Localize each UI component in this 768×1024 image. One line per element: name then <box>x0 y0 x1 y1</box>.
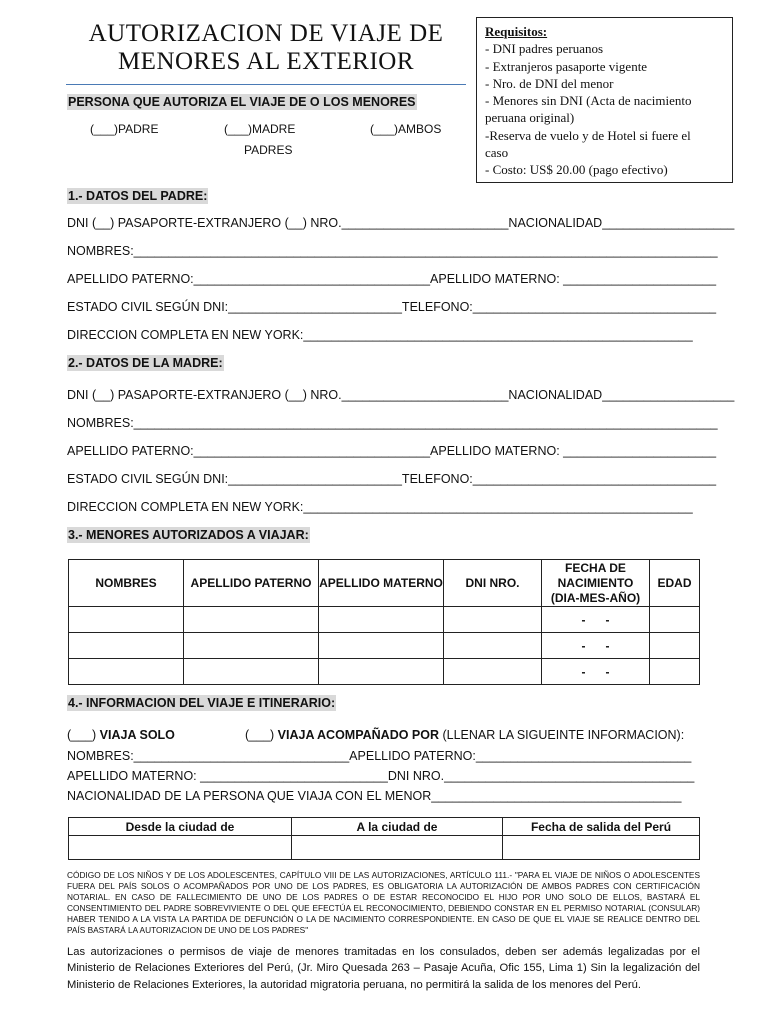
companion-names-field[interactable]: NOMBRES:_______________________________APELLIDO PATERNO:_______________________________ <box>67 749 692 763</box>
option-father[interactable]: (___)PADRE <box>90 122 159 136</box>
cell-input[interactable] <box>184 659 319 685</box>
travels-accompanied-check[interactable]: (___) <box>245 728 278 742</box>
mother-names-field[interactable]: NOMBRES:____________________________________________________________________________________ <box>67 416 718 430</box>
col-desde: Desde la ciudad de <box>69 818 292 836</box>
minors-table-header <box>69 560 700 607</box>
requirements-title: Requisitos: <box>485 24 548 39</box>
father-civil-phone-field[interactable]: ESTADO CIVIL SEGÚN DNI:_________________________TELEFONO:___________________________________ <box>67 300 717 314</box>
companion-nationality-field[interactable]: NACIONALIDAD DE LA PERSONA QUE VIAJA CON EL MENOR____________________________________ <box>67 789 682 803</box>
travels-alone-option[interactable] <box>67 728 175 742</box>
form-title <box>66 20 466 76</box>
requirement-item: - DNI padres peruanos <box>485 41 604 57</box>
cell-input[interactable] <box>69 659 184 685</box>
requirement-item: - Menores sin DNI (Acta de nacimiento peruana original) <box>485 93 692 126</box>
cell-input[interactable] <box>319 633 444 659</box>
requirement-item: - Nro. de DNI del menor <box>485 75 614 91</box>
travels-accompanied-label: VIAJA ACOMPAÑADO POR <box>277 728 440 742</box>
legal-text: CÓDIGO DE LOS NIÑOS Y DE LOS ADOLESCENTES, CAPÍTULO VIII DE LAS AUTORIZACIONES, ARTÍCULO 111.- "PARA EL VIAJE DE NIÑOS O ADOLESCENTES FUERA DEL PAÍS SOLOS O ACOMPAÑADOS POR UNO DE LOS PADRES, ES OBLIGATORIA LA AUTORIZACIÓN DE AMBOS PADRES CON CERTIFICACIÓN NOTARIAL. EN CASO DE FALLECIMIENTO DE UNO DE LOS PADRES O DE ESTAR RECONOCIDO EL HIJO POR UNO SOLO DE ELLOS, BASTARÁ EL CONSENTIMIENTO DEL PADRE SOBREVIVIENTE O DEL QUE EFECTÚA EL RECONOCIMIENTO, DEBIENDO CONSTAR EN EL PERMISO NOTARIAL (CONSULAR) HABER TENIDO A LA VISTA LA PARTIDA DE DEFUNCIÓN O LA DE NACIMIENTO CORRESPONDIENTE. EN CASO DE QUE EL VIAJE SE REALICE DENTRO DEL PAÍS BASTARÁ LA AUTORIZACION DE UNO DE LOS PADRES" <box>67 870 700 936</box>
cell-input[interactable] <box>184 633 319 659</box>
option-both[interactable]: (___)AMBOS <box>370 122 442 136</box>
col-apellido-materno: APELLIDO MATERNO <box>319 560 444 607</box>
cell-input[interactable] <box>650 633 700 659</box>
requirement-item: - Costo: US$ 20.00 (pago efectivo) <box>485 162 668 178</box>
father-address-field[interactable]: DIRECCION COMPLETA EN NEW YORK:________________________________________________________ <box>67 328 693 342</box>
option-mother[interactable]: (___)MADRE <box>224 122 296 136</box>
title-line-2: MENORES AL EXTERIOR <box>117 48 415 75</box>
cell-input[interactable] <box>69 836 292 860</box>
cell-input[interactable] <box>319 659 444 685</box>
cell-input[interactable] <box>184 607 319 633</box>
requirement-item: -Reserva de vuelo y de Hotel si fuere el caso <box>485 127 691 161</box>
table-row <box>69 633 700 659</box>
travels-accompanied-note: (LLENAR LA SIGUEINTE INFORMACION): <box>439 728 685 742</box>
cell-input[interactable] <box>69 633 184 659</box>
father-names-field[interactable]: NOMBRES:____________________________________________________________________________________ <box>67 244 718 258</box>
col-fecha-line-3: (DIA-MES-AÑO) <box>550 590 641 605</box>
cell-input[interactable] <box>444 659 542 685</box>
cell-input[interactable] <box>319 607 444 633</box>
col-fecha-salida: Fecha de salida del Perú <box>503 818 700 836</box>
date-cell[interactable]: - - <box>542 633 650 659</box>
authorizer-heading: PERSONA QUE AUTORIZA EL VIAJE DE O LOS MENORES <box>68 95 416 109</box>
cell-input[interactable] <box>650 607 700 633</box>
cell-input[interactable] <box>292 836 503 860</box>
cell-input[interactable] <box>503 836 700 860</box>
col-edad: EDAD <box>650 560 700 607</box>
col-fecha-line-1: FECHA DE <box>565 560 626 575</box>
minors-table <box>68 559 700 685</box>
table-row <box>69 836 700 860</box>
col-hacia: A la ciudad de <box>292 818 503 836</box>
mother-dni-field[interactable]: DNI (__) PASAPORTE-EXTRANJERO (__) NRO.________________________NACIONALIDAD___________________ <box>67 388 735 402</box>
travels-alone-label: VIAJA SOLO <box>99 728 175 742</box>
mother-section-heading: 2.- DATOS DE LA MADRE: <box>68 356 223 370</box>
mother-address-field[interactable]: DIRECCION COMPLETA EN NEW YORK:________________________________________________________ <box>67 500 693 514</box>
itinerary-table <box>68 817 700 860</box>
parents-label: PADRES <box>244 143 293 157</box>
cell-input[interactable] <box>69 607 184 633</box>
cell-input[interactable] <box>444 633 542 659</box>
minors-section-heading: 3.- MENORES AUTORIZADOS A VIAJAR: <box>68 528 309 542</box>
cell-input[interactable] <box>650 659 700 685</box>
requirements-box <box>476 17 733 183</box>
itinerary-header <box>69 818 700 836</box>
travels-alone-check[interactable]: (___) <box>67 728 100 742</box>
travels-accompanied-option[interactable] <box>245 728 684 742</box>
table-row <box>69 607 700 633</box>
cell-input[interactable] <box>444 607 542 633</box>
title-line-1: AUTORIZACION DE VIAJE DE <box>88 20 444 47</box>
col-fecha-nacimiento <box>542 560 650 607</box>
col-fecha-line-2: NACIMIENTO <box>557 575 634 590</box>
col-apellido-paterno: APELLIDO PATERNO <box>184 560 319 607</box>
table-row <box>69 659 700 685</box>
requirement-item: - Extranjeros pasaporte vigente <box>485 58 648 74</box>
col-dni: DNI NRO. <box>444 560 542 607</box>
trip-section-heading: 4.- INFORMACION DEL VIAJE E ITINERARIO: <box>68 696 336 710</box>
father-dni-field[interactable]: DNI (__) PASAPORTE-EXTRANJERO (__) NRO.________________________NACIONALIDAD___________________ <box>67 216 735 230</box>
father-surnames-field[interactable]: APELLIDO PATERNO:__________________________________APELLIDO MATERNO: ______________________ <box>67 272 717 286</box>
mother-civil-phone-field[interactable]: ESTADO CIVIL SEGÚN DNI:_________________________TELEFONO:___________________________________ <box>67 472 717 486</box>
footer-note: Las autorizaciones o permisos de viaje de menores tramitadas en los consulados, deben ser además legalizadas por el Ministerio de Relaciones Exteriores del Perú, (Jr. Miro Quesada 263 – Pasaje Acuña, Ofic 155, Lima 1) Sin la legalización del Ministerio de Relaciones Exteriores, la autoridad migratoria peruana, no permitirá la salida de los menores del Perú. <box>67 946 700 991</box>
mother-surnames-field[interactable]: APELLIDO PATERNO:__________________________________APELLIDO MATERNO: ______________________ <box>67 444 717 458</box>
title-divider <box>66 84 466 85</box>
date-cell[interactable]: - - <box>542 659 650 685</box>
date-cell[interactable]: - - <box>542 607 650 633</box>
father-section-heading: 1.- DATOS DEL PADRE: <box>68 189 208 203</box>
col-nombres: NOMBRES <box>69 560 184 607</box>
companion-maternal-dni-field[interactable]: APELLIDO MATERNO: ___________________________DNI NRO.____________________________________ <box>67 769 695 783</box>
